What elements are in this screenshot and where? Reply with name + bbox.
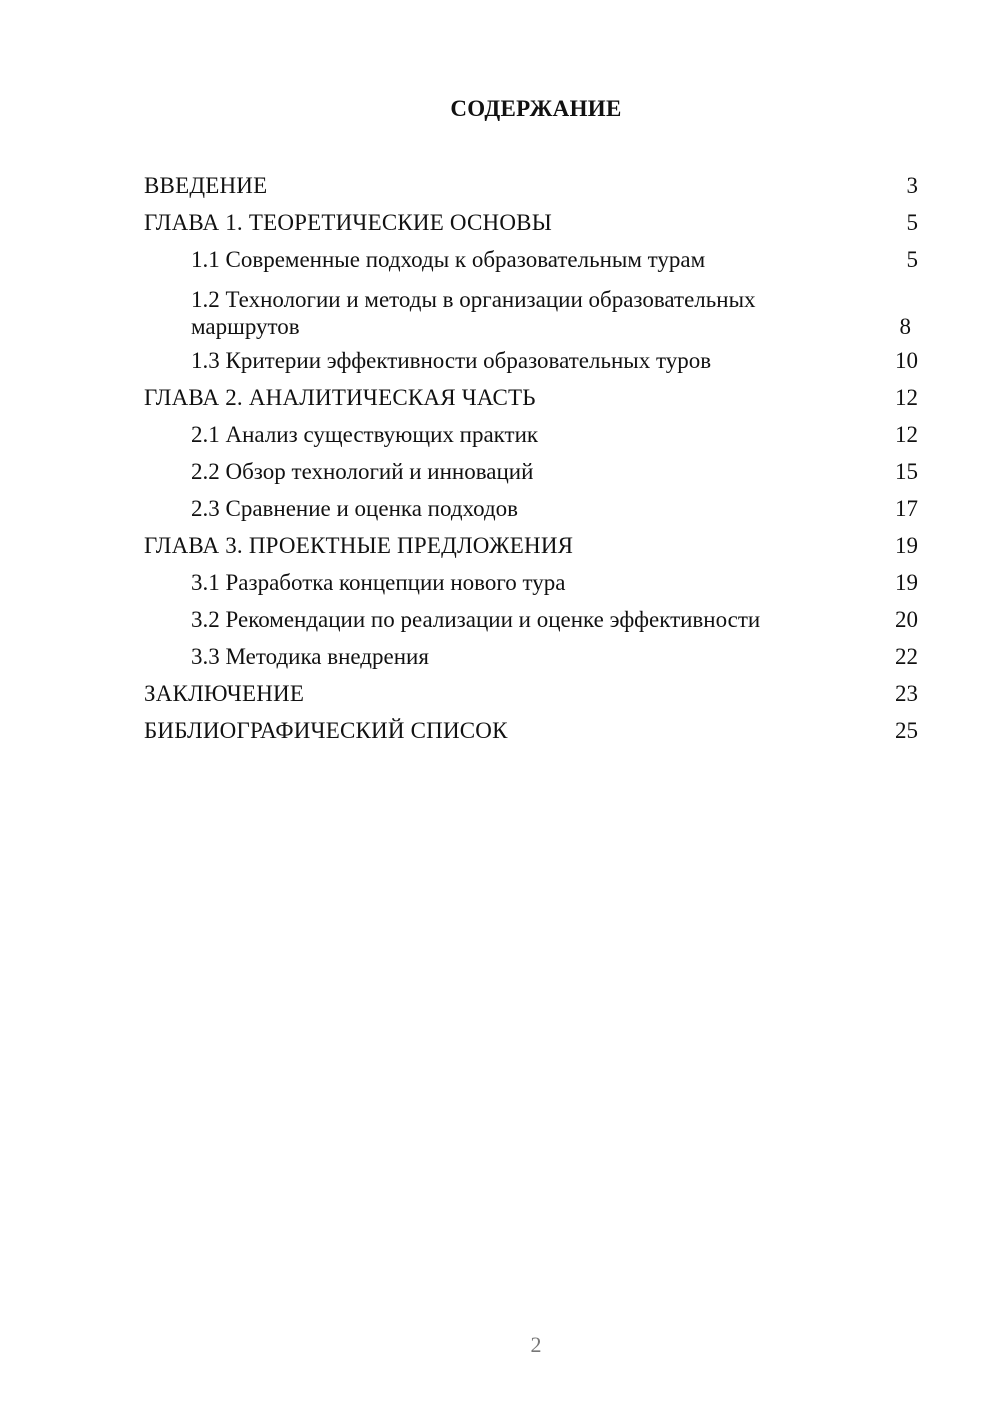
toc-entry-section-1-1 [144,242,918,279]
toc-entry-bibliography [144,713,918,750]
toc-entry-page: 8 [899,314,911,339]
page-number: 2 [530,1332,542,1357]
toc-entry-chapter-1 [144,205,918,242]
toc-entry-text: ГЛАВА 1. ТЕОРЕТИЧЕСКИЕ ОСНОВЫ [144,210,552,235]
toc-entry-text: ЗАКЛЮЧЕНИЕ [144,681,305,706]
toc-entry-section-2-3 [144,491,918,528]
toc-entry-page: 10 [895,348,918,373]
toc-entry-text: 2.1 Анализ существующих практик [191,422,539,447]
toc-title: СОДЕРЖАНИЕ [450,96,622,121]
toc-entry-text: 1.1 Современные подходы к образовательным турам [191,247,706,272]
toc-entry-text: 3.1 Разработка концепции нового тура [191,570,566,595]
toc-entry-page: 20 [895,607,918,632]
toc-entry-introduction [144,168,918,205]
toc-entry-conclusion [144,676,918,713]
toc-entry-section-3-1 [144,565,918,602]
toc-entry-text: БИБЛИОГРАФИЧЕСКИЙ СПИСОК [144,718,508,743]
toc-entry-text: ГЛАВА 2. АНАЛИТИЧЕСКАЯ ЧАСТЬ [144,385,536,410]
toc-entry-text: 1.2 Технологии и методы в организации образовательных маршрутов [191,287,756,339]
toc-entry-section-3-2 [144,602,918,639]
toc-entry-page: 22 [895,644,918,669]
toc-entry-page: 23 [895,681,918,706]
table-of-contents [144,168,918,750]
toc-entry-page: 15 [895,459,918,484]
toc-entry-page: 12 [895,422,918,447]
toc-entry-section-3-3 [144,639,918,676]
toc-entry-text: 1.3 Критерии эффективности образовательных туров [191,348,712,373]
toc-entry-text: 3.3 Методика внедрения [191,644,429,669]
toc-entry-text: 2.2 Обзор технологий и инноваций [191,459,534,484]
toc-entry-chapter-3 [144,528,918,565]
toc-entry-section-2-2 [144,454,918,491]
toc-entry-page: 5 [906,210,918,235]
toc-entry-section-1-3 [144,343,918,380]
toc-entry-page: 5 [906,247,918,272]
toc-entry-text: 3.2 Рекомендации по реализации и оценке эффективности [191,607,761,632]
toc-entry-text: 2.3 Сравнение и оценка подходов [191,496,519,521]
toc-entry-text: ГЛАВА 3. ПРОЕКТНЫЕ ПРЕДЛОЖЕНИЯ [144,533,574,558]
toc-entry-page: 17 [895,496,918,521]
toc-entry-page: 19 [895,570,918,595]
toc-entry-page: 19 [895,533,918,558]
toc-entry-section-1-2 [144,279,918,343]
toc-entry-page: 25 [895,718,918,743]
toc-entry-section-2-1 [144,417,918,454]
toc-entry-text: ВВЕДЕНИЕ [144,173,268,198]
toc-entry-chapter-2 [144,380,918,417]
toc-entry-page: 12 [895,385,918,410]
toc-entry-page: 3 [906,173,918,198]
